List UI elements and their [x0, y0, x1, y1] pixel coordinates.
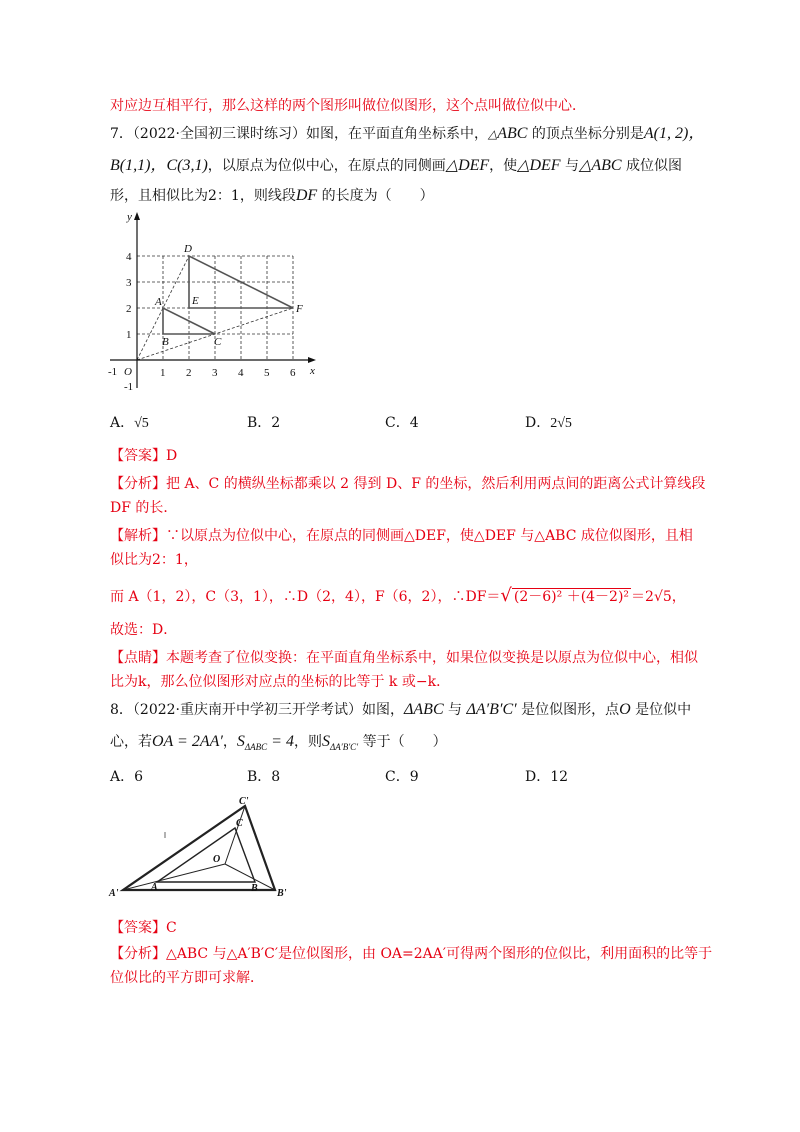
label-a-prime: A'	[109, 888, 119, 899]
point-label-a: A	[155, 296, 162, 308]
q7-solution-line2: 似比为2：1，	[110, 552, 198, 568]
q8-answer: 【答案】C	[110, 920, 177, 936]
point-label-f: F	[296, 303, 303, 315]
q7-coordinate-figure	[100, 208, 330, 403]
q7-solution-line3	[110, 586, 686, 607]
y-tick-1: 1	[126, 329, 132, 341]
q7-solution-line4: 故选：D．	[110, 622, 178, 638]
q8-analysis-line2: 位似比的平方即可求解．	[110, 970, 264, 986]
q7-option-c[interactable]: C．4	[385, 415, 419, 431]
intro-line: 对应边互相平行，那么这样的两个图形叫做位似图形，这个点叫做位似中心．	[110, 98, 586, 114]
triangle-a1b1c1	[123, 806, 275, 890]
q7-answer: 【答案】D	[110, 448, 178, 464]
x-tick-4: 4	[238, 367, 244, 379]
q7-line2-text3: 与	[560, 158, 580, 174]
q8-s2-subscript: ΔA′B′C′	[329, 741, 359, 752]
x-tick-1: 1	[160, 367, 166, 379]
x-axis-label: x	[310, 365, 315, 377]
y-tick-3: 3	[126, 277, 132, 289]
origin-label: O	[124, 366, 132, 378]
q7-triangle-symbol: △	[488, 127, 498, 141]
x-tick-5: 5	[264, 367, 270, 379]
y-axis-arrow-icon	[134, 212, 140, 220]
q8-line1-text3: 是位似图形，点	[516, 702, 620, 718]
point-label-b: B	[162, 336, 169, 348]
q7-abc2: △ABC	[579, 157, 622, 174]
q8-line1-text2: 与	[443, 702, 467, 718]
x-tick-2: 2	[186, 367, 192, 379]
q8-analysis-line1: 【分析】△ABC 与△A′B′C′是位似图形，由 OA=2AA′可得两个图形的位似比，利用面积的比等于	[110, 946, 713, 962]
q7-option-a-label: A．	[110, 415, 135, 431]
q8-area-eq: = 4	[267, 733, 294, 750]
q7-line1-text2: 的顶点坐标分别是	[527, 126, 644, 142]
q8-similar-triangles-figure	[105, 792, 305, 910]
label-b-prime: B'	[277, 888, 287, 899]
q7-line2-text4: 成位似图	[621, 158, 683, 174]
q7-point-c: C(3,1)	[166, 157, 208, 174]
q7-solution-result: ＝2√5，	[631, 589, 686, 605]
q7-option-d-value: 2√5	[550, 416, 572, 431]
q8-line2-text2: ，	[222, 734, 237, 750]
q7-def: △DEF	[445, 157, 490, 174]
y-tick-neg1: -1	[124, 381, 134, 393]
q7-line3	[110, 186, 434, 206]
x-tick-3: 3	[212, 367, 218, 379]
label-b: B	[251, 883, 258, 894]
point-label-e: E	[192, 295, 199, 307]
q8-line1	[110, 700, 691, 720]
point-label-d: D	[184, 243, 192, 255]
label-a: A	[151, 882, 158, 893]
q8-line2-text: 心，若	[110, 734, 152, 750]
q8-option-c[interactable]: C．9	[385, 769, 419, 785]
q7-analysis-line2: DF 的长．	[110, 500, 178, 516]
x-tick-neg1: -1	[108, 366, 118, 378]
q7-solution-line1: 【解析】∵以原点为位似中心，在原点的同侧画△DEF，使△DEF 与△ABC 成位似图形，且相	[110, 528, 693, 544]
sqrt-icon: √	[500, 585, 512, 606]
q7-line3-text: 形，且相似比为2：1，则线段	[110, 188, 296, 204]
q7-sqrt-content: (2－6)² ＋(4－2)²	[513, 589, 630, 605]
q8-line2-text4: 等于（ ）	[358, 734, 447, 750]
q7-solution-line3-text: 而 A（1，2），C（3，1），∴D（2，4），F（6，2），∴DF＝	[110, 589, 501, 605]
label-o: O	[213, 854, 221, 865]
point-label-c: C	[214, 336, 222, 348]
q7-option-b[interactable]: B．2	[247, 415, 281, 431]
q7-line2	[110, 156, 682, 176]
q7-option-a[interactable]	[110, 412, 149, 432]
y-tick-4: 4	[126, 251, 132, 263]
x-tick-6: 6	[290, 367, 296, 379]
label-c: C	[236, 818, 243, 829]
ray-oc1	[225, 806, 245, 864]
q8-line1-text: 8．（2022·重庆南开中学初三开学考试）如图，	[110, 702, 404, 718]
q7-line1	[110, 124, 704, 144]
q8-option-d[interactable]: D．12	[525, 769, 569, 785]
q7-df: DF	[295, 187, 318, 204]
q8-line2-text3: ，则	[293, 734, 322, 750]
q8-abc-prime: ΔA′B′C′	[466, 701, 517, 718]
q7-def2: △DEF	[517, 157, 561, 174]
triangle-abc	[157, 828, 255, 882]
q8-line2	[110, 732, 447, 757]
q8-oa-equation: OA = 2AA′	[152, 733, 223, 750]
q7-analysis-line1: 【分析】把 A、C 的横纵坐标都乘以 2 得到 D、F 的坐标，然后利用两点间的距离公式计算线段	[110, 476, 706, 492]
ray-oa1	[123, 864, 225, 890]
x-axis-arrow-icon	[308, 357, 316, 363]
q7-point-a: A(1, 2)，	[643, 125, 705, 142]
q7-point-b: B(1,1)，	[110, 157, 167, 174]
q7-line3-text2: 的长度为（ ）	[317, 188, 434, 204]
q8-option-a[interactable]: A．6	[110, 769, 144, 785]
y-tick-2: 2	[126, 303, 132, 315]
q7-comment-line2: 比为k，那么位似图形对应点的坐标的比等于 k 或−k．	[110, 674, 451, 690]
q8-option-b[interactable]: B．8	[247, 769, 281, 785]
y-axis-label: y	[127, 211, 132, 223]
q8-s2: S	[321, 733, 330, 750]
label-c-prime: C'	[239, 796, 249, 807]
q8-abc: ΔABC	[404, 701, 444, 718]
q7-comment-line1: 【点睛】本题考查了位似变换：在平面直角坐标系中，如果位似变换是以原点为位似中心，相似	[110, 650, 698, 666]
q8-s: S	[236, 733, 245, 750]
q8-s-subscript: ΔABC	[244, 741, 268, 752]
q8-o: O	[619, 701, 631, 718]
q7-abc: ABC	[497, 125, 528, 142]
q7-option-d-label: D．	[525, 415, 551, 431]
q7-option-d[interactable]	[525, 412, 572, 432]
q7-option-a-value: √5	[134, 416, 149, 431]
q7-line1-text: 7．（2022·全国初三课时练习）如图，在平面直角坐标系中，	[110, 126, 488, 142]
q8-line1-text4: 是位似中	[630, 702, 692, 718]
q7-line2-text2: ，使	[489, 158, 518, 174]
q7-line2-text: ，以原点为位似中心，在原点的同侧画	[207, 158, 446, 174]
